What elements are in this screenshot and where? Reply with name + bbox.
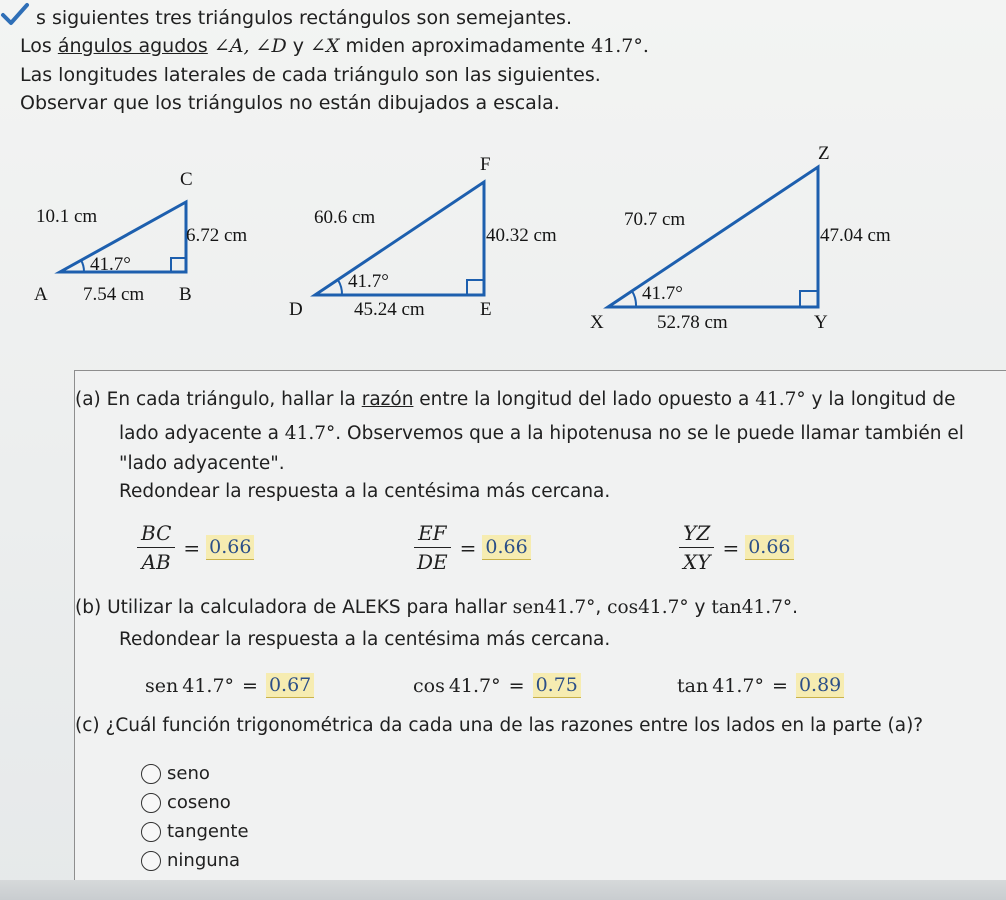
side-xz-label: 70.7 cm — [624, 209, 686, 230]
right-angle-mark-b — [171, 258, 186, 272]
vertex-x-label: X — [590, 312, 604, 333]
triangle-abc — [34, 169, 247, 305]
ratio-bc-ab-denominator: AB — [141, 550, 171, 574]
side-ab-label: 7.54 cm — [83, 284, 145, 305]
part-b-label: (b) — [75, 597, 102, 618]
question-panel — [74, 370, 1006, 891]
angle-d-label: 41.7° — [348, 271, 389, 292]
ratio-bc-ab-fraction — [137, 521, 175, 574]
intro-line-1 — [36, 4, 572, 32]
ratio-ef-de-numerator: EF — [414, 521, 450, 548]
intro-line-3-text: Las longitudes laterales de cada triángulo son las siguientes. — [20, 64, 601, 86]
triangle-xyz — [590, 143, 891, 333]
angle-arc-x — [632, 291, 636, 307]
part-c-question-text: ¿Cuál función trigonométrica da cada una de las razones entre los lados en la parte (a)? — [105, 715, 924, 736]
option-ninguna-label: ninguna — [167, 850, 241, 871]
tan-arg: 41.7° — [712, 674, 765, 697]
part-a-line-3-text: "lado adyacente". — [119, 453, 285, 474]
side-de-label: 45.24 cm — [354, 299, 425, 320]
radio-button-seno[interactable] — [141, 764, 161, 784]
ratio-bc-ab-answer[interactable]: 0.66 — [206, 535, 254, 560]
vertex-f-label: F — [480, 154, 491, 175]
intro-line-2-y: y — [286, 35, 311, 57]
angle-x-label: 41.7° — [642, 283, 683, 304]
angle-a-label: 41.7° — [90, 254, 131, 275]
part-a-angle-2: 41.7° — [284, 423, 336, 444]
side-bc-label: 6.72 cm — [186, 225, 248, 246]
tan-equals: = — [772, 674, 788, 697]
part-a-line-2-post: . Observemos que a la hipotenusa no se le puede llamar también el — [335, 423, 964, 444]
ratio-yz-xy-fraction — [679, 521, 714, 574]
ratio-yz-xy-numerator: YZ — [679, 521, 714, 548]
part-a-line-1-mid: entre la longitud del lado opuesto a — [413, 389, 756, 410]
intro-line-3 — [20, 61, 601, 89]
vertex-z-label: Z — [818, 143, 830, 164]
part-c-question — [75, 713, 923, 739]
checkmark-icon — [0, 2, 30, 28]
radio-button-tangente[interactable] — [141, 822, 161, 842]
ratio-yz-xy-denominator: XY — [683, 550, 711, 574]
cos-answer[interactable]: 0.75 — [533, 673, 581, 698]
angles-a-d: ∠A, ∠D — [207, 35, 287, 57]
ratio-bc-ab-equals: = — [183, 535, 201, 560]
intro-line-1-text: s siguientes tres triángulos rectángulos son semejantes. — [36, 7, 572, 29]
ratio-ef-de-fraction — [413, 521, 452, 574]
angle-value: 41.7°. — [591, 35, 649, 57]
acute-angles-link[interactable]: ángulos agudos — [57, 35, 208, 57]
ratio-ef-de-equals: = — [459, 535, 477, 560]
bottom-bar — [0, 880, 1006, 900]
intro-text — [0, 0, 1006, 120]
part-a-line-1-pre: En cada triángulo, hallar la — [106, 389, 362, 410]
ratio-yz-xy-equals: = — [722, 535, 740, 560]
angle-arc-d — [338, 280, 342, 295]
ratio-ef-de — [413, 521, 531, 574]
option-seno[interactable] — [141, 763, 210, 784]
option-tangente[interactable] — [141, 821, 249, 842]
option-ninguna[interactable] — [141, 850, 240, 871]
sen-equals: = — [242, 674, 258, 697]
ratio-link[interactable]: razón — [361, 389, 414, 410]
side-xy-label: 52.78 cm — [657, 312, 728, 333]
ratio-bc-ab-numerator: BC — [137, 521, 175, 548]
part-a-line-4 — [119, 479, 610, 505]
intro-line-4-text: Observar que los triángulos no están dibujados a escala. — [20, 92, 560, 114]
part-b-y: y — [688, 597, 712, 618]
part-a-line-2 — [119, 421, 964, 447]
vertex-b-label: B — [179, 284, 192, 305]
part-c-label: (c) — [75, 715, 100, 736]
right-angle-mark-e — [467, 280, 484, 295]
side-df-label: 60.6 cm — [314, 207, 376, 228]
cos-arg: 41.7° — [448, 674, 501, 697]
sen-answer[interactable]: 0.67 — [266, 673, 314, 698]
cos-equals: = — [508, 674, 525, 697]
radio-button-coseno[interactable] — [141, 793, 161, 813]
part-a-line-1 — [75, 387, 956, 413]
part-a-line-3 — [119, 451, 285, 477]
side-ac-label: 10.1 cm — [36, 206, 98, 227]
triangles-figure — [0, 125, 1006, 360]
angle-arc-a — [81, 260, 84, 272]
sen-fn: sen — [145, 674, 179, 697]
ratio-yz-xy — [679, 521, 794, 574]
option-coseno-label: coseno — [167, 792, 231, 813]
vertex-c-label: C — [180, 169, 193, 190]
option-seno-label: seno — [167, 763, 210, 784]
part-b-sen: sen41.7° — [512, 597, 596, 618]
option-coseno[interactable] — [141, 792, 231, 813]
intro-line-2 — [20, 32, 649, 60]
tan-answer[interactable]: 0.89 — [796, 673, 844, 698]
tan-row — [677, 673, 844, 698]
option-tangente-label: tangente — [167, 821, 249, 842]
part-a-line-1-post: y la longitud de — [805, 389, 956, 410]
ratio-ef-de-answer[interactable]: 0.66 — [482, 535, 530, 560]
part-b-line-2 — [119, 627, 610, 653]
ratio-ef-de-denominator: DE — [417, 550, 448, 574]
part-a-angle-1: 41.7° — [755, 389, 806, 410]
radio-button-ninguna[interactable] — [141, 851, 161, 871]
angle-x: ∠X — [310, 35, 340, 57]
triangle-xyz-shape — [608, 167, 818, 307]
part-a-label: (a) — [75, 389, 101, 410]
part-b-comma: , — [595, 597, 608, 618]
part-a-line-2-pre: lado adyacente a — [119, 423, 285, 444]
intro-line-2-pre: Los — [20, 35, 58, 57]
sen-arg: 41.7° — [182, 674, 235, 697]
side-yz-label: 47.04 cm — [820, 225, 891, 246]
intro-line-4 — [20, 89, 560, 117]
sen-row — [145, 673, 314, 698]
part-b-cos: cos41.7° — [607, 597, 689, 618]
vertex-e-label: E — [480, 299, 492, 320]
vertex-y-label: Y — [814, 312, 828, 333]
part-b-dot: . — [792, 597, 799, 618]
part-a-line-4-text: Redondear la respuesta a la centésima más cercana. — [119, 481, 611, 502]
triangles-svg — [0, 125, 1006, 360]
intro-line-2-post: miden aproximadamente — [339, 35, 592, 57]
cos-fn: cos — [413, 674, 445, 697]
ratio-yz-xy-answer[interactable]: 0.66 — [745, 535, 793, 560]
part-b-tan: tan41.7° — [711, 597, 793, 618]
side-ef-label: 40.32 cm — [486, 225, 557, 246]
part-b-line-1 — [75, 595, 798, 621]
vertex-a-label: A — [34, 284, 48, 305]
right-angle-mark-y — [800, 291, 818, 307]
triangle-def — [289, 154, 557, 320]
part-b-line-2-text: Redondear la respuesta a la centésima más cercana. — [119, 629, 611, 650]
triangle-def-shape — [315, 182, 484, 295]
tan-fn: tan — [677, 674, 709, 697]
part-b-line-1-pre: Utilizar la calculadora de ALEKS para hallar — [107, 597, 513, 618]
cos-row — [413, 673, 581, 698]
ratio-bc-ab — [137, 521, 254, 574]
vertex-d-label: D — [289, 299, 303, 320]
